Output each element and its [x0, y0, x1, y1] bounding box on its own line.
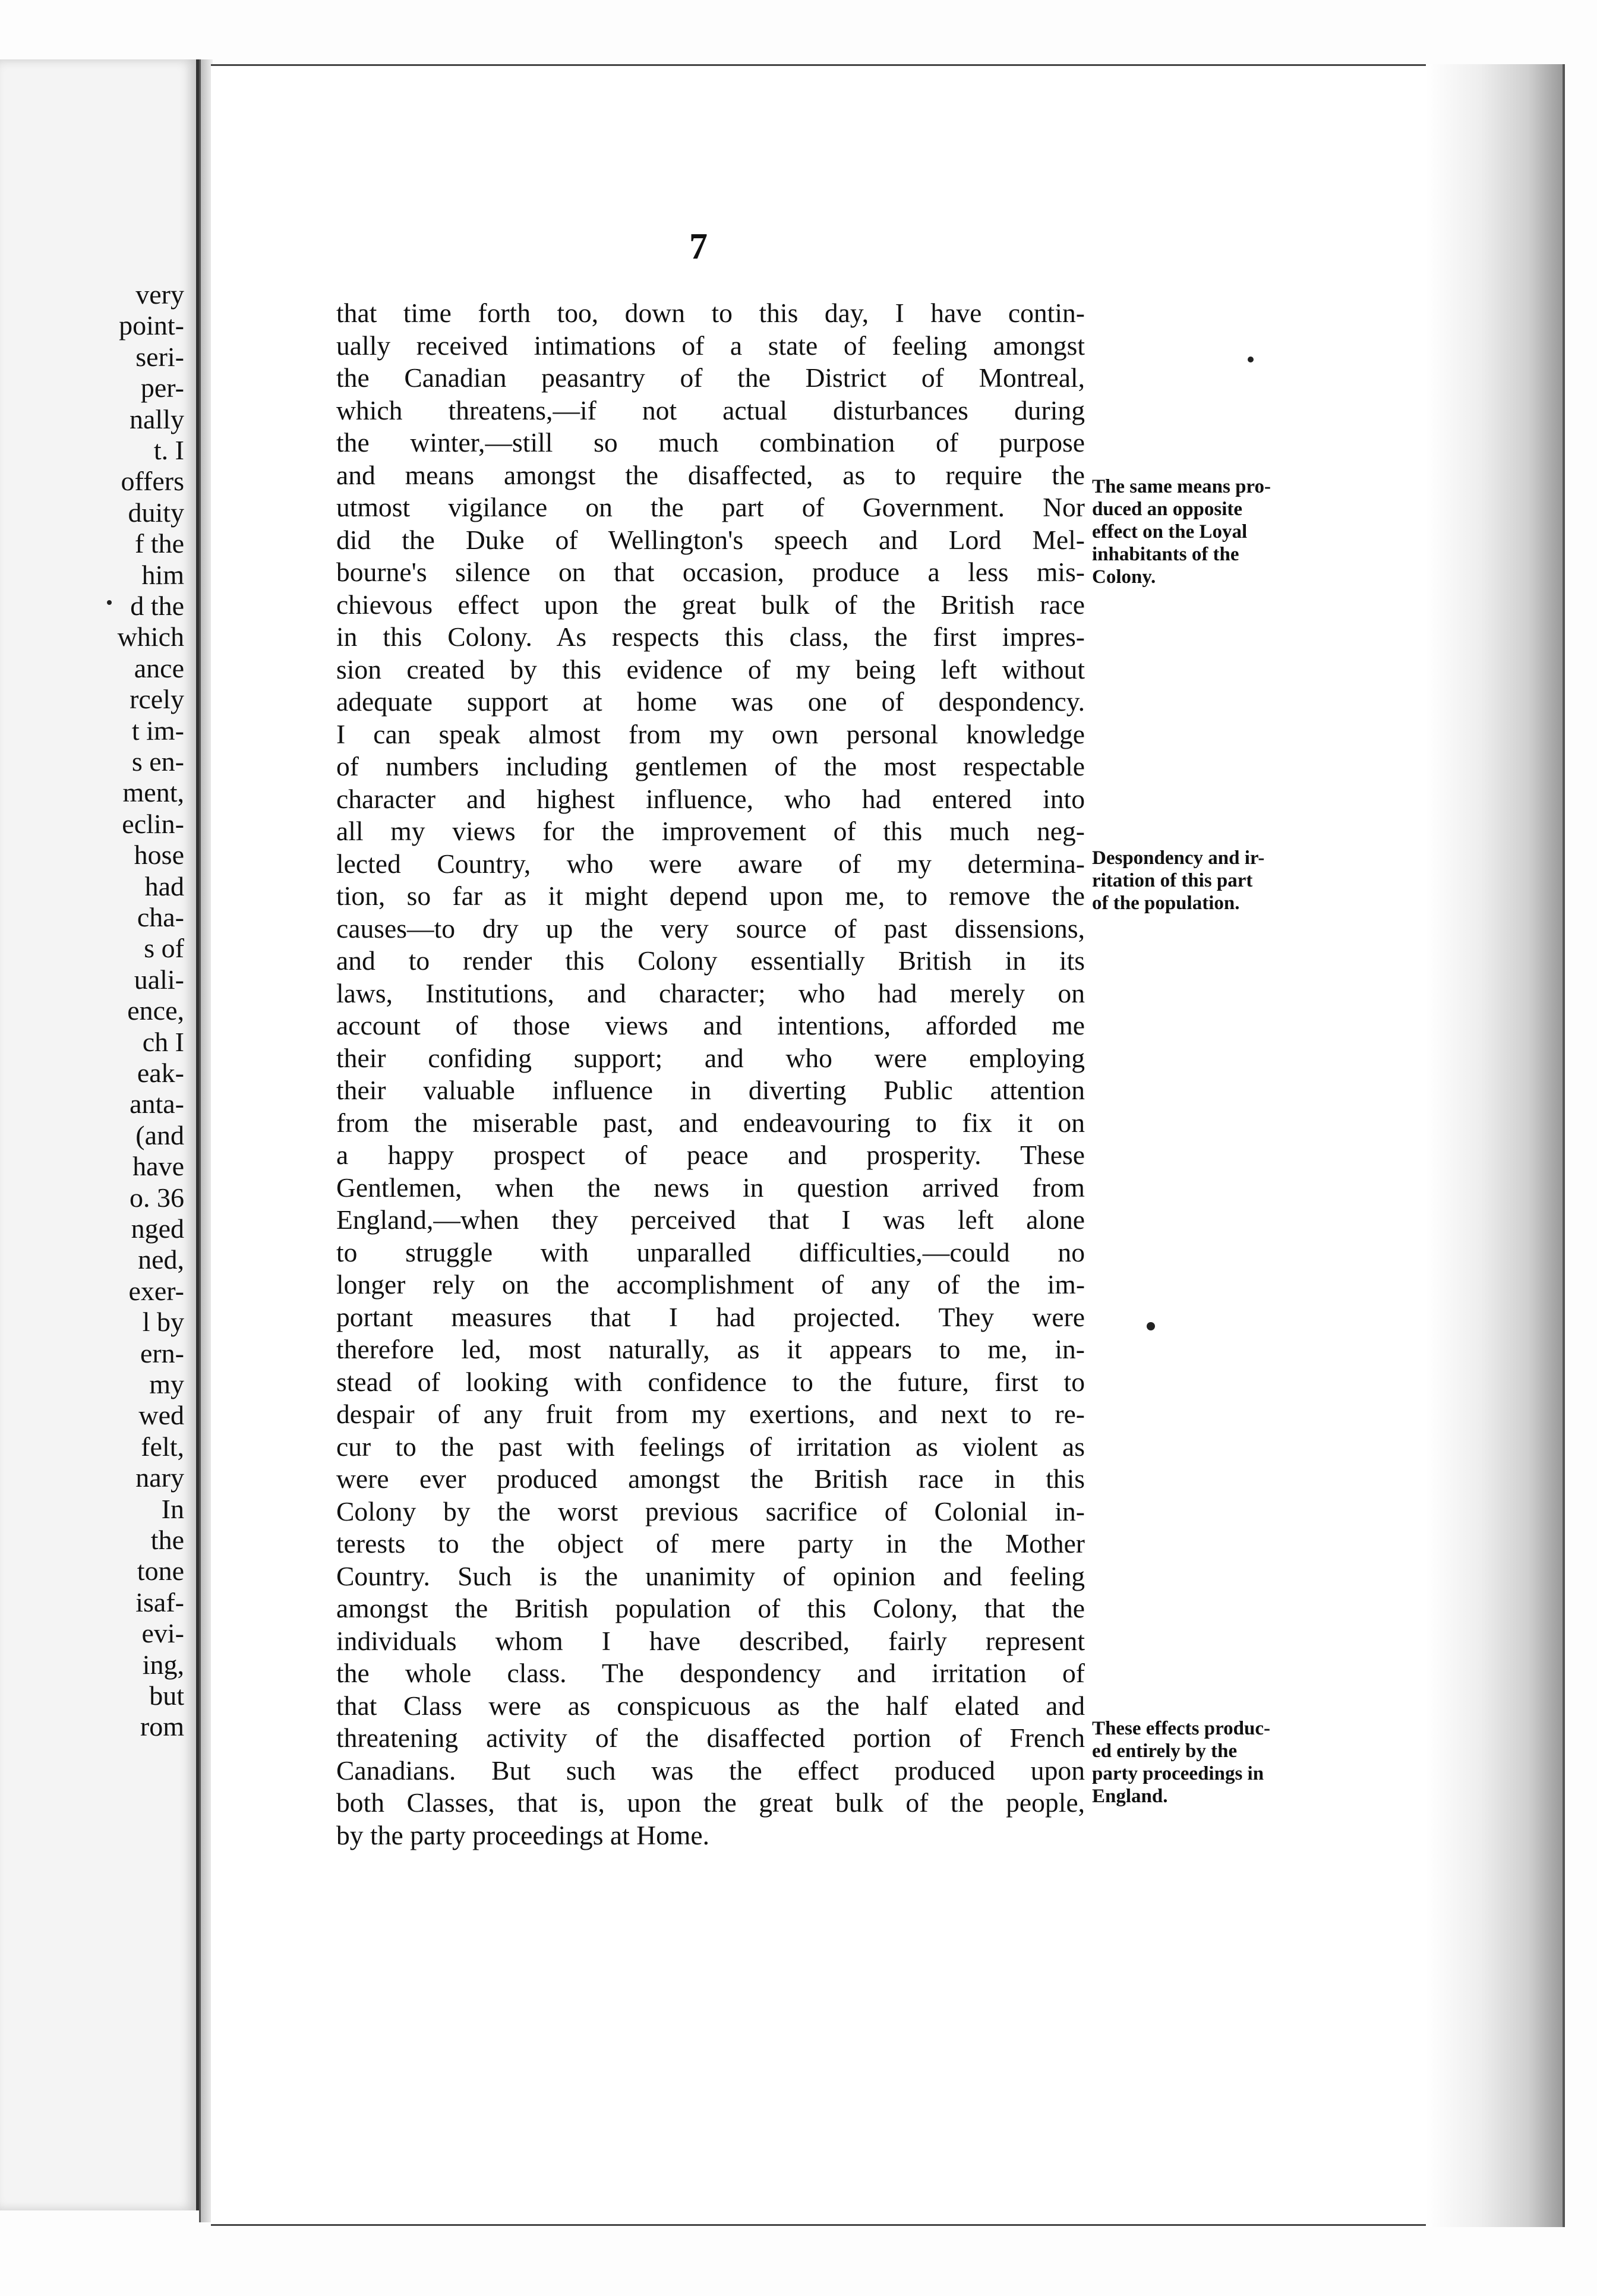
body-line: in this Colony. As respects this class, the first impres- — [336, 622, 1085, 652]
facing-page-text: t im- — [131, 715, 184, 746]
facing-page-text: f the — [134, 528, 184, 559]
facing-page-text: him — [141, 559, 184, 590]
body-line: all my views for the improvement of this much neg- — [336, 816, 1085, 846]
body-line: the whole class. The despondency and irritation of — [336, 1658, 1085, 1688]
body-line: of numbers including gentlemen of the most respectable — [336, 751, 1085, 781]
body-line: character and highest influence, who had entered into — [336, 783, 1085, 814]
body-line: and to render this Colony essentially British in its — [336, 945, 1085, 976]
facing-page-text: d the — [130, 591, 184, 621]
facing-page-text: ment, — [122, 777, 184, 808]
facing-page-text: nged — [131, 1213, 184, 1244]
facing-page-text: t. I — [153, 435, 184, 465]
print-speck — [1248, 357, 1254, 362]
body-line: amongst the British population of this Colony, that the — [336, 1593, 1085, 1623]
facing-page-text: evi- — [141, 1618, 184, 1649]
facing-page-text: ern- — [140, 1338, 184, 1368]
facing-page-text: rom — [140, 1711, 184, 1742]
body-line: account of those views and intentions, afforded me — [336, 1010, 1085, 1040]
facing-page-text: had — [144, 871, 184, 901]
body-line: the winter,—still so much combination of purpose — [336, 427, 1085, 458]
body-text — [336, 297, 1085, 1852]
body-line: England,—when they perceived that I was left alone — [336, 1204, 1085, 1235]
facing-page-text: offers — [121, 466, 184, 497]
body-line: stead of looking with confidence to the future, first to — [336, 1366, 1085, 1397]
facing-page-text: cha- — [137, 902, 184, 932]
body-line: Gentlemen, when the news in question arrived from — [336, 1172, 1085, 1203]
facing-page-text: ence, — [127, 995, 184, 1026]
page-edge-shadow — [1426, 64, 1565, 2227]
sidenote-line: of the population. — [1092, 892, 1240, 914]
facing-page-text: uali- — [134, 964, 184, 995]
facing-page-text: have — [132, 1151, 184, 1182]
sidenote-line: party proceedings in — [1092, 1763, 1264, 1784]
body-line: Country. Such is the unanimity of opinion and feeling — [336, 1560, 1085, 1591]
print-speck — [107, 600, 112, 605]
sidenote-party-proceedings — [1092, 1717, 1330, 1808]
body-line: Canadians. But such was the effect produced upon — [336, 1755, 1085, 1786]
sidenote-line: ritation of this part — [1092, 870, 1253, 891]
facing-page-text: hose — [134, 840, 184, 871]
body-line: portant measures that I had projected. They were — [336, 1301, 1085, 1332]
facing-page-fragment — [0, 59, 199, 2210]
facing-page-text: ing, — [142, 1649, 184, 1680]
facing-page-text: rcely — [130, 684, 184, 715]
facing-page-text: tone — [137, 1556, 184, 1587]
body-line: threatening activity of the disaffected portion of French — [336, 1723, 1085, 1753]
body-line: Colony by the worst previous sacrifice of Colonial in- — [336, 1496, 1085, 1527]
facing-page-text: my — [149, 1369, 184, 1399]
body-line: by the party proceedings at Home. — [336, 1819, 709, 1850]
body-line: utmost vigilance on the part of Government. Nor — [336, 492, 1085, 522]
facing-page-text: In — [161, 1493, 184, 1524]
facing-page-text: duity — [128, 497, 184, 528]
facing-page-text: s en- — [131, 746, 184, 777]
body-line: chievous effect upon the great bulk of the British race — [336, 589, 1085, 620]
facing-page-text: per- — [140, 373, 184, 403]
sidenote-line: effect on the Loyal — [1092, 521, 1248, 543]
facing-page-text: but — [149, 1680, 184, 1711]
sidenote-line: ed entirely by the — [1092, 1740, 1238, 1762]
facing-page-text: ned, — [138, 1244, 184, 1275]
body-line: a happy prospect of peace and prosperity. These — [336, 1140, 1085, 1170]
sidenote-line: England. — [1092, 1786, 1168, 1807]
body-line: I can speak almost from my own personal knowledge — [336, 718, 1085, 749]
body-line: laws, Institutions, and character; who had merely on — [336, 977, 1085, 1008]
facing-page-text: seri- — [135, 341, 184, 372]
facing-page-text: nally — [130, 403, 184, 434]
facing-page-text: point- — [119, 310, 184, 341]
body-line: sion created by this evidence of my being left without — [336, 654, 1085, 685]
facing-page-text: which — [117, 622, 184, 652]
facing-page-text: eclin- — [122, 808, 184, 839]
body-line: and means amongst the disaffected, as to require the — [336, 459, 1085, 490]
body-line: therefore led, most naturally, as it appears to me, in- — [336, 1334, 1085, 1364]
body-line: bourne's silence on that occasion, produce a less mis- — [336, 557, 1085, 587]
body-line: which threatens,—if not actual disturbances during — [336, 395, 1085, 425]
body-line: both Classes, that is, upon the great bulk of the people, — [336, 1787, 1085, 1818]
page-number: 7 — [689, 226, 708, 267]
facing-page-text: the — [150, 1525, 184, 1555]
facing-page-text: isaf- — [135, 1587, 184, 1617]
sidenote-despondency — [1092, 847, 1330, 914]
body-line: adequate support at home was one of despondency. — [336, 686, 1085, 717]
body-line: lected Country, who were aware of my determina- — [336, 848, 1085, 879]
sidenote-line: Colony. — [1092, 566, 1156, 588]
body-line: did the Duke of Wellington's speech and Lord Mel- — [336, 524, 1085, 555]
facing-page-text: exer- — [128, 1275, 184, 1306]
body-line: the Canadian peasantry of the District of Montreal, — [336, 362, 1085, 393]
facing-page-text: nary — [135, 1462, 184, 1493]
body-line: tion, so far as it might depend upon me, to remove the — [336, 881, 1085, 911]
body-line: cur to the past with feelings of irritation as violent as — [336, 1431, 1085, 1462]
body-line: from the miserable past, and endeavouring to fix it on — [336, 1107, 1085, 1138]
sidenote-line: The same means pro- — [1092, 476, 1271, 497]
body-line: their confiding support; and who were employing — [336, 1042, 1085, 1073]
facing-page-text: ch I — [142, 1026, 184, 1057]
body-line: ually received intimations of a state of feeling amongst — [336, 330, 1085, 361]
body-line: that Class were as conspicuous as the half elated and — [336, 1690, 1085, 1721]
body-line: individuals whom I have described, fairly represent — [336, 1625, 1085, 1656]
facing-page-text: s of — [144, 933, 184, 964]
facing-page-text: l by — [142, 1307, 184, 1338]
body-line: despair of any fruit from my exertions, and next to re- — [336, 1399, 1085, 1429]
facing-page-text: felt, — [141, 1431, 184, 1462]
body-line: causes—to dry up the very source of past dissensions, — [336, 913, 1085, 944]
body-line: that time forth too, down to this day, I have contin- — [336, 298, 1085, 328]
body-line: were ever produced amongst the British race in this — [336, 1464, 1085, 1494]
body-line: to struggle with unparalled difficulties,—could no — [336, 1237, 1085, 1267]
facing-page-text: ance — [134, 652, 184, 683]
facing-page-text: eak- — [137, 1058, 184, 1088]
sidenote-line: duced an opposite — [1092, 499, 1243, 520]
facing-page-text: (and — [135, 1119, 184, 1150]
facing-page-text: wed — [138, 1400, 184, 1431]
print-speck — [1147, 1322, 1155, 1330]
facing-page-text: o. 36 — [130, 1182, 184, 1213]
sidenote-line: Despondency and ir- — [1092, 847, 1265, 869]
facing-page-text: anta- — [130, 1089, 184, 1119]
sidenote-loyal-inhabitants — [1092, 475, 1330, 588]
body-line: longer rely on the accomplishment of any of the im- — [336, 1269, 1085, 1300]
body-line: terests to the object of mere party in the Mother — [336, 1528, 1085, 1559]
body-line: their valuable influence in diverting Public attention — [336, 1075, 1085, 1105]
sidenote-line: inhabitants of the — [1092, 544, 1239, 565]
facing-page-text: very — [135, 279, 184, 310]
sidenote-line: These effects produc- — [1092, 1718, 1270, 1739]
